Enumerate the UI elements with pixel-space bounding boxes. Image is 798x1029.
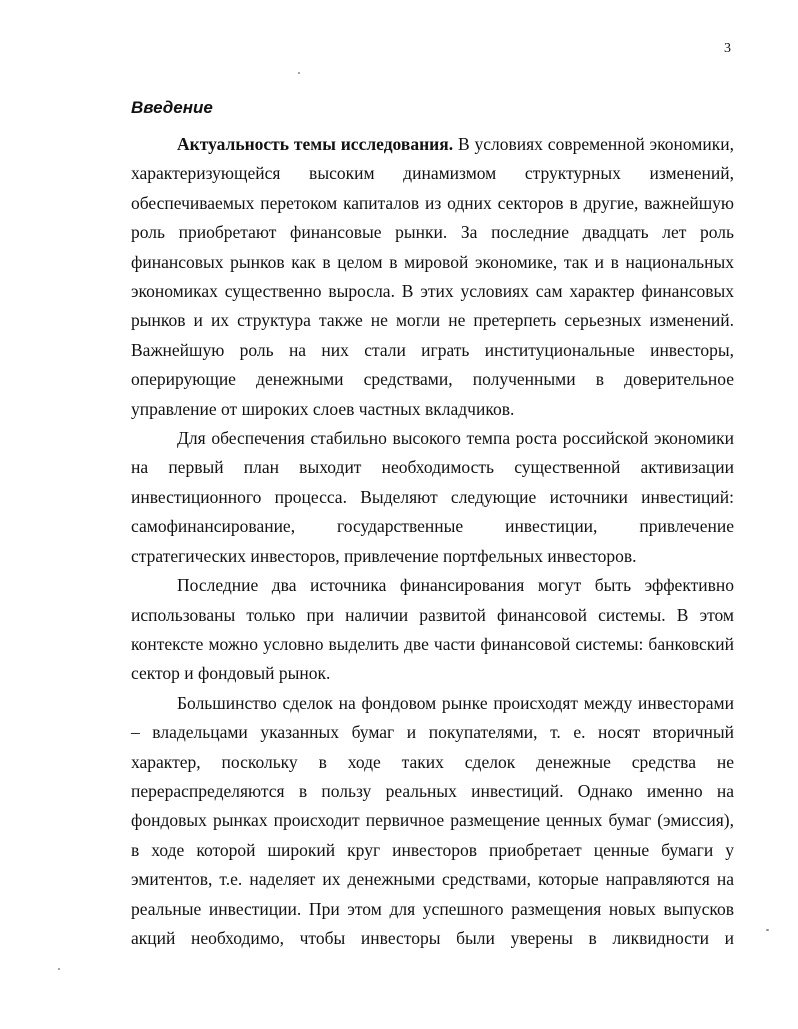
scan-speck xyxy=(766,929,769,931)
page-number: 3 xyxy=(724,41,731,56)
scan-speck xyxy=(298,72,300,74)
paragraph-relevance xyxy=(131,130,734,424)
paragraph-investment-sources: Для обеспечения стабильно высокого темпа роста российской экономики на первый план выходит необходимость существенной активизации инвестиционного процесса. Выделяют следующие источники инвестиций: самофинансирование, государственные инвестиции, привлечение стратегических инвесторов, привлечение портфельных инвесторов. xyxy=(131,428,734,566)
relevance-text: В условиях современной экономики, характеризующейся высоким динамизмом структурных изменений, обеспечиваемых перетоком капиталов из одних секторов в другие, важнейшую роль приобретают финансовые рынки. За последние двадцать лет роль финансовых рынков как в целом в мировой экономике, так и в национальных экономиках существенно выросла. В этих условиях сам характер финансовых рынков и их структура также не могли не претерпеть серьезных изменений. Важнейшую роль на них стали играть институциональные инвесторы, оперирующие денежными средствами, полученными в доверительное управление от широких слоев частных вкладчиков. xyxy=(131,134,734,419)
relevance-lead-phrase: Актуальность темы исследования. xyxy=(177,134,454,154)
body-text xyxy=(131,130,734,953)
scan-speck xyxy=(58,968,60,970)
paragraph-stock-market: Большинство сделок на фондовом рынке происходят между инвесторами – владельцами указанных бумаг и покупателями, т. е. носят вторичный характер, поскольку в ходе таких сделок денежные средства не перераспределяются в пользу реальных инвестиций. Однако именно на фондовых рынках происходит первичное размещение ценных бумаг (эмиссия), в ходе которой широкий круг инвесторов приобретает ценные бумаги у эмитентов, т.е. наделяет их денежными средствами, которые направляются на реальные инвестиции. При этом для успешного размещения новых выпусков акций необходимо, чтобы инвесторы были уверены в ликвидности и xyxy=(131,692,734,948)
paragraph-financial-system: Последние два источника финансирования могут быть эффективно использованы только при наличии развитой финансовой системы. В этом контексте можно условно выделить две части финансовой системы: банковский сектор и фондовый рынок. xyxy=(131,575,734,684)
section-heading: Введение xyxy=(131,98,213,117)
